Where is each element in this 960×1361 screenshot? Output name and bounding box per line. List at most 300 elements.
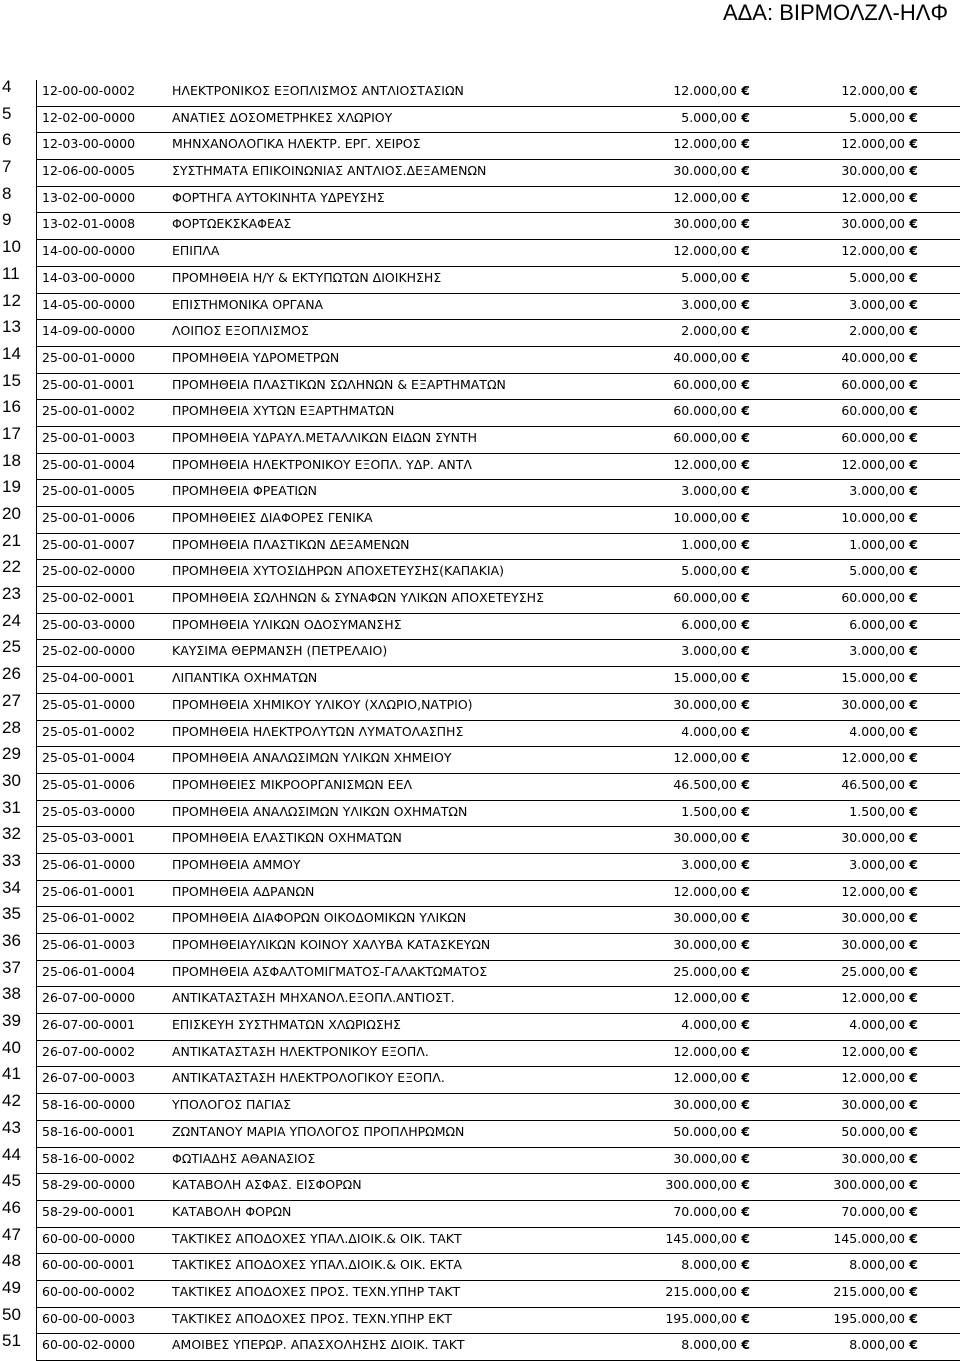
amount-budget: 40.000,00 € bbox=[673, 350, 750, 365]
table-row bbox=[0, 610, 960, 641]
account-description: ΕΠΙΣΚΕΥΗ ΣΥΣΤΗΜΑΤΩΝ ΧΛΩΡΙΩΣΗΣ bbox=[172, 1017, 401, 1033]
row-number: 43 bbox=[2, 1117, 21, 1137]
table-row bbox=[0, 77, 960, 107]
table-row bbox=[0, 450, 960, 481]
table-row bbox=[0, 103, 960, 134]
account-code: 14-09-00-0000 bbox=[42, 323, 136, 339]
amount-budget: 46.500,00 € bbox=[673, 777, 750, 792]
amount-total: 12.000,00 € bbox=[841, 884, 918, 899]
row-number: 49 bbox=[2, 1277, 21, 1297]
amount-budget: 3.000,00 € bbox=[681, 643, 750, 658]
amount-budget: 8.000,00 € bbox=[681, 1257, 750, 1272]
row-number: 17 bbox=[2, 423, 21, 443]
table-row bbox=[0, 1197, 960, 1228]
amount-budget: 60.000,00 € bbox=[673, 377, 750, 392]
table-row bbox=[0, 317, 960, 347]
amount-total: 12.000,00 € bbox=[841, 190, 918, 205]
amount-budget: 12.000,00 € bbox=[673, 884, 750, 899]
row-number: 7 bbox=[2, 157, 12, 177]
row-left-border bbox=[36, 1121, 37, 1148]
account-description: ΠΡΟΜΗΘΕΙΕΣ ΔΙΑΦΟΡΕΣ ΓΕΝΙΚΑ bbox=[172, 510, 373, 525]
amount-total: 3.000,00 € bbox=[849, 857, 918, 872]
table-row bbox=[0, 797, 960, 828]
row-left-border bbox=[36, 961, 37, 988]
account-description: ΠΡΟΜΗΘΕΙΑ ΧΗΜΙΚΟΥ ΥΛΙΚΟΥ (ΧΛΩΡΙΟ,ΝΑΤΡΙΟ) bbox=[172, 696, 473, 712]
row-left-border bbox=[36, 240, 37, 267]
amount-total: 30.000,00 € bbox=[841, 163, 918, 178]
amount-total: 12.000,00 € bbox=[841, 750, 918, 765]
account-code: 25-06-01-0000 bbox=[42, 856, 136, 872]
amount-budget: 5.000,00 € bbox=[681, 270, 750, 285]
amount-total: 300.000,00 € bbox=[833, 1177, 918, 1192]
table-row bbox=[0, 263, 960, 294]
table-row bbox=[0, 824, 960, 854]
amount-total: 30.000,00 € bbox=[841, 1097, 918, 1112]
amount-total: 4.000,00 € bbox=[849, 724, 918, 739]
amount-budget: 12.000,00 € bbox=[673, 83, 750, 98]
row-left-border bbox=[36, 667, 37, 694]
amount-budget: 1.000,00 € bbox=[681, 537, 750, 552]
account-description: ΚΑΤΑΒΟΛΗ ΦΟΡΩΝ bbox=[172, 1203, 292, 1219]
amount-budget: 12.000,00 € bbox=[673, 1070, 750, 1085]
amount-budget: 30.000,00 € bbox=[673, 697, 750, 712]
row-number: 35 bbox=[2, 904, 21, 924]
account-code: 12-00-00-0002 bbox=[42, 83, 136, 98]
amount-total: 1.000,00 € bbox=[849, 537, 918, 552]
account-code: 25-00-03-0000 bbox=[42, 616, 136, 632]
row-left-border bbox=[36, 160, 37, 187]
amount-total: 12.000,00 € bbox=[841, 457, 918, 472]
row-number: 29 bbox=[2, 744, 21, 764]
row-left-border bbox=[36, 1254, 37, 1281]
amount-budget: 215.000,00 € bbox=[665, 1284, 750, 1299]
account-code: 25-05-01-0000 bbox=[42, 696, 136, 712]
amount-budget: 25.000,00 € bbox=[673, 964, 750, 979]
amount-budget: 30.000,00 € bbox=[673, 216, 750, 231]
amount-total: 12.000,00 € bbox=[841, 136, 918, 151]
row-number: 4 bbox=[2, 77, 12, 96]
account-description: ΑΝΤΙΚΑΤΑΣΤΑΣΗ ΗΛΕΚΤΡΟΛΟΓΙΚΟΥ ΕΞΟΠΛ. bbox=[172, 1070, 445, 1086]
row-left-border bbox=[36, 560, 37, 587]
account-code: 12-06-00-0005 bbox=[42, 163, 136, 179]
row-left-border bbox=[36, 427, 37, 454]
account-description: ΠΡΟΜΗΘΕΙΑ ΠΛΑΣΤΙΚΩΝ ΔΕΞΑΜΕΝΩΝ bbox=[172, 536, 410, 552]
row-number: 21 bbox=[2, 530, 21, 550]
row-left-border bbox=[36, 507, 37, 534]
amount-budget: 2.000,00 € bbox=[681, 323, 750, 338]
amount-total: 30.000,00 € bbox=[841, 830, 918, 845]
account-code: 25-00-02-0000 bbox=[42, 563, 136, 579]
amount-total: 4.000,00 € bbox=[849, 1017, 918, 1032]
row-left-border bbox=[36, 213, 37, 240]
account-description: ΜΗΝΧΑΝΟΛΟΓΙΚΑ ΗΛΕΚΤΡ. ΕΡΓ. ΧΕΙΡΟΣ bbox=[172, 136, 421, 152]
row-number: 26 bbox=[2, 664, 21, 684]
amount-budget: 4.000,00 € bbox=[681, 724, 750, 739]
row-number: 16 bbox=[2, 397, 21, 417]
table-row bbox=[0, 1251, 960, 1281]
amount-total: 30.000,00 € bbox=[841, 697, 918, 712]
row-left-border bbox=[36, 454, 37, 481]
row-number: 44 bbox=[2, 1144, 21, 1164]
row-left-border bbox=[36, 614, 37, 641]
table-row bbox=[0, 1091, 960, 1121]
account-description: ΚΑΤΑΒΟΛΗ ΑΣΦΑΣ. ΕΙΣΦΟΡΩΝ bbox=[172, 1177, 362, 1193]
row-left-border bbox=[36, 801, 37, 828]
account-code: 25-00-01-0003 bbox=[42, 429, 136, 445]
amount-total: 8.000,00 € bbox=[849, 1337, 918, 1352]
amount-budget: 10.000,00 € bbox=[673, 510, 750, 525]
table-row bbox=[0, 1224, 960, 1255]
row-number: 22 bbox=[2, 557, 21, 577]
table-row bbox=[0, 1331, 960, 1361]
amount-budget: 70.000,00 € bbox=[673, 1204, 750, 1219]
table-row bbox=[0, 1304, 960, 1335]
account-description: ΣΥΣΤΗΜΑΤΑ ΕΠΙΚΟΙΝΩΝΙΑΣ ΑΝΤΛΙΟΣ.ΔΕΞΑΜΕΝΩΝ bbox=[172, 163, 487, 179]
account-description: ΠΡΟΜΗΘΕΙΑ Η/Υ & ΕΚΤΥΠΩΤΩΝ ΔΙΟΙΚΗΣΗΣ bbox=[172, 269, 442, 285]
account-code: 26-07-00-0002 bbox=[42, 1043, 136, 1059]
amount-total: 30.000,00 € bbox=[841, 910, 918, 925]
row-number: 25 bbox=[2, 637, 21, 657]
row-number: 48 bbox=[2, 1251, 21, 1271]
amount-total: 30.000,00 € bbox=[841, 216, 918, 231]
amount-budget: 30.000,00 € bbox=[673, 937, 750, 952]
table-row bbox=[0, 157, 960, 187]
table-row bbox=[0, 130, 960, 160]
amount-total: 40.000,00 € bbox=[841, 350, 918, 365]
amount-total: 3.000,00 € bbox=[849, 297, 918, 312]
row-number: 13 bbox=[2, 317, 21, 337]
amount-budget: 3.000,00 € bbox=[681, 297, 750, 312]
account-description: ΠΡΟΜΗΘΕΙΑ ΑΔΡΑΝΩΝ bbox=[172, 883, 315, 899]
table-row bbox=[0, 744, 960, 774]
amount-total: 5.000,00 € bbox=[849, 110, 918, 125]
account-description: ΚΑΥΣΙΜΑ ΘΕΡΜΑΝΣΗ (ΠΕΤΡΕΛΑΙΟ) bbox=[172, 643, 388, 659]
row-left-border bbox=[36, 1148, 37, 1175]
row-number: 38 bbox=[2, 984, 21, 1004]
row-left-border bbox=[36, 1201, 37, 1228]
table-row bbox=[0, 290, 960, 321]
amount-total: 12.000,00 € bbox=[841, 1044, 918, 1059]
row-number: 8 bbox=[2, 183, 12, 203]
amount-budget: 12.000,00 € bbox=[673, 190, 750, 205]
account-description: ΠΡΟΜΗΘΕΙΑ ΑΣΦΑΛΤΟΜΙΓΜΑΤΟΣ-ΓΑΛΑΚΤΩΜΑΤΟΣ bbox=[172, 963, 488, 979]
amount-total: 60.000,00 € bbox=[841, 590, 918, 605]
row-number: 24 bbox=[2, 610, 21, 630]
amount-budget: 145.000,00 € bbox=[665, 1231, 750, 1246]
row-left-border bbox=[36, 747, 37, 774]
account-code: 25-05-01-0004 bbox=[42, 750, 136, 766]
account-description: ΠΡΟΜΗΘΕΙΑ ΗΛΕΚΤΡΟΝΙΚΟΥ ΕΞΟΠΛ. ΥΔΡ. ΑΝΤΛ bbox=[172, 456, 472, 472]
table-row bbox=[0, 397, 960, 427]
account-description: ΤΑΚΤΙΚΕΣ ΑΠΟΔΟΧΕΣ ΠΡΟΣ. ΤΕΧΝ.ΥΠΗΡ ΤΑΚΤ bbox=[172, 1283, 461, 1299]
table-row bbox=[0, 557, 960, 587]
table-row bbox=[0, 984, 960, 1014]
table-row bbox=[0, 530, 960, 561]
row-left-border bbox=[36, 1174, 37, 1201]
account-code: 14-05-00-0000 bbox=[42, 296, 136, 312]
amount-total: 60.000,00 € bbox=[841, 377, 918, 392]
row-number: 50 bbox=[2, 1304, 21, 1324]
table-row bbox=[0, 1277, 960, 1308]
table-row bbox=[0, 850, 960, 881]
account-code: 60-00-00-0000 bbox=[42, 1230, 136, 1246]
account-code: 25-00-01-0002 bbox=[42, 403, 136, 419]
amount-budget: 3.000,00 € bbox=[681, 857, 750, 872]
account-code: 60-00-00-0003 bbox=[42, 1310, 136, 1326]
row-left-border bbox=[36, 774, 37, 801]
row-left-border bbox=[36, 1067, 37, 1094]
amount-total: 46.500,00 € bbox=[841, 777, 918, 792]
row-left-border bbox=[36, 267, 37, 294]
account-description: ΠΡΟΜΗΘΕΙΑ ΔΙΑΦΟΡΩΝ ΟΙΚΟΔΟΜΙΚΩΝ ΥΛΙΚΩΝ bbox=[172, 910, 467, 926]
row-number: 33 bbox=[2, 850, 21, 870]
amount-budget: 8.000,00 € bbox=[681, 1337, 750, 1352]
row-left-border bbox=[36, 534, 37, 561]
amount-total: 6.000,00 € bbox=[849, 617, 918, 632]
table-row bbox=[0, 210, 960, 240]
row-left-border bbox=[36, 640, 37, 667]
row-left-border bbox=[36, 881, 37, 908]
table-row bbox=[0, 637, 960, 667]
account-description: ΠΡΟΜΗΘΕΙΑ ΗΛΕΚΤΡΟΛΥΤΩΝ ΛΥΜΑΤΟΛΑΣΠΗΣ bbox=[172, 723, 464, 739]
account-description: ΠΡΟΜΗΘΕΙΑ ΥΛΙΚΩΝ ΟΔΟΣΥΜΑΝΣΗΣ bbox=[172, 616, 402, 632]
row-number: 31 bbox=[2, 797, 21, 817]
row-left-border bbox=[36, 1228, 37, 1255]
amount-total: 70.000,00 € bbox=[841, 1204, 918, 1219]
amount-budget: 3.000,00 € bbox=[681, 483, 750, 498]
table-row bbox=[0, 423, 960, 454]
amount-budget: 30.000,00 € bbox=[673, 1151, 750, 1166]
amount-total: 215.000,00 € bbox=[833, 1284, 918, 1299]
row-left-border bbox=[36, 854, 37, 881]
row-number: 10 bbox=[2, 237, 21, 257]
row-left-border bbox=[36, 107, 37, 134]
row-number: 28 bbox=[2, 717, 21, 737]
table-row bbox=[0, 957, 960, 988]
account-description: ΤΑΚΤΙΚΕΣ ΑΠΟΔΟΧΕΣ ΠΡΟΣ. ΤΕΧΝ.ΥΠΗΡ ΕΚΤ bbox=[172, 1310, 452, 1326]
account-code: 25-00-01-0006 bbox=[42, 510, 136, 525]
table-row bbox=[0, 904, 960, 934]
row-left-border bbox=[36, 133, 37, 160]
account-description: ΠΡΟΜΗΘΕΙΑ ΥΔΡΑΥΛ.ΜΕΤΑΛΛΙΚΩΝ ΕΙΔΩΝ ΣΥΝΤΗ bbox=[172, 429, 478, 445]
account-description: ΖΩΝΤΑΝΟΥ ΜΑΡΙΑ ΥΠΟΛΟΓΟΣ ΠΡΟΠΛΗΡΩΜΩΝ bbox=[172, 1123, 465, 1139]
row-left-border bbox=[36, 1014, 37, 1041]
account-description: ΕΠΙΠΛΑ bbox=[172, 243, 220, 259]
table-row bbox=[0, 877, 960, 908]
account-code: 14-03-00-0000 bbox=[42, 269, 136, 285]
amount-budget: 30.000,00 € bbox=[673, 830, 750, 845]
amount-budget: 6.000,00 € bbox=[681, 617, 750, 632]
table-row bbox=[0, 477, 960, 507]
row-number: 39 bbox=[2, 1011, 21, 1031]
account-description: ΠΡΟΜΗΘΕΙΑ ΕΛΑΣΤΙΚΩΝ ΟΧΗΜΑΤΩΝ bbox=[172, 830, 402, 846]
account-code: 25-00-01-0004 bbox=[42, 456, 136, 472]
row-left-border bbox=[36, 480, 37, 507]
account-description: ΠΡΟΜΗΘΕΙΑ ΑΝΑΛΩΣΙΜΩΝ ΥΛΙΚΩΝ ΟΧΗΜΑΤΩΝ bbox=[172, 803, 468, 819]
account-description: ΑΝΤΙΚΑΤΑΣΤΑΣΗ ΗΛΕΚΤΡΟΝΙΚΟΥ ΕΞΟΠΛ. bbox=[172, 1043, 429, 1059]
amount-budget: 30.000,00 € bbox=[673, 1097, 750, 1112]
amount-total: 10.000,00 € bbox=[841, 510, 918, 525]
row-number: 46 bbox=[2, 1197, 21, 1217]
amount-budget: 60.000,00 € bbox=[673, 403, 750, 418]
account-code: 25-06-01-0004 bbox=[42, 963, 136, 979]
row-left-border bbox=[36, 1094, 37, 1121]
account-description: ΠΡΟΜΗΘΕΙΑ ΑΝΑΛΩΣΙΜΩΝ ΥΛΙΚΩΝ ΧΗΜΕΙΟΥ bbox=[172, 750, 452, 766]
row-left-border bbox=[36, 934, 37, 961]
amount-total: 60.000,00 € bbox=[841, 403, 918, 418]
row-left-border bbox=[36, 294, 37, 321]
amount-budget: 5.000,00 € bbox=[681, 110, 750, 125]
table-row bbox=[0, 504, 960, 534]
account-code: 25-05-01-0006 bbox=[42, 776, 136, 792]
account-description: ΠΡΟΜΗΘΕΙΑ ΠΛΑΣΤΙΚΩΝ ΣΩΛΗΝΩΝ & ΕΞΑΡΤΗΜΑΤΩΝ bbox=[172, 376, 506, 392]
account-code: 58-16-00-0002 bbox=[42, 1150, 136, 1166]
row-number: 47 bbox=[2, 1224, 21, 1244]
table-row bbox=[0, 237, 960, 267]
table-row bbox=[0, 584, 960, 614]
row-left-border bbox=[36, 347, 37, 374]
row-number: 41 bbox=[2, 1064, 21, 1084]
row-number: 36 bbox=[2, 931, 21, 950]
row-left-border bbox=[36, 80, 37, 107]
account-code: 25-00-01-0007 bbox=[42, 536, 136, 552]
ada-header: ΑΔΑ: ΒΙΡΜΟΛΖΛ-ΗΛΦ bbox=[722, 0, 948, 25]
amount-total: 8.000,00 € bbox=[849, 1257, 918, 1272]
row-number: 32 bbox=[2, 824, 21, 844]
account-description: ΠΡΟΜΗΘΕΙΑ ΧΥΤΩΝ ΕΞΑΡΤΗΜΑΤΩΝ bbox=[172, 403, 395, 419]
account-description: ΠΡΟΜΗΘΕΙΑ ΧΥΤΟΣΙΔΗΡΩΝ ΑΠΟΧΕΤΕΥΣΗΣ(ΚΑΠΑΚΙΑ) bbox=[172, 563, 505, 579]
table-row bbox=[0, 664, 960, 694]
row-number: 30 bbox=[2, 770, 21, 790]
table-row bbox=[0, 343, 960, 374]
account-description: ΑΝΤΙΚΑΤΑΣΤΑΣΗ ΜΗΧΑΝΟΛ.ΕΞΟΠΛ.ΑΝΤΙΟΣΤ. bbox=[172, 990, 455, 1006]
account-code: 60-00-00-0002 bbox=[42, 1283, 136, 1299]
account-code: 14-00-00-0000 bbox=[42, 243, 136, 259]
amount-total: 12.000,00 € bbox=[841, 1070, 918, 1085]
row-number: 20 bbox=[2, 504, 21, 523]
account-description: ΑΝΑΤΙΕΣ ΔΟΣΟΜΕΤΡΗΚΕΣ ΧΛΩΡΙΟΥ bbox=[172, 109, 393, 125]
row-left-border bbox=[36, 1041, 37, 1068]
amount-budget: 12.000,00 € bbox=[673, 457, 750, 472]
account-code: 58-16-00-0000 bbox=[42, 1097, 136, 1113]
account-description: ΗΛΕΚΤΡΟΝΙΚΟΣ ΕΞΟΠΛΙΣΜΟΣ ΑΝΤΛΙΟΣΤΑΣΙΩΝ bbox=[172, 83, 464, 98]
amount-total: 50.000,00 € bbox=[841, 1124, 918, 1139]
row-left-border bbox=[36, 907, 37, 934]
row-left-border bbox=[36, 320, 37, 347]
account-code: 25-05-03-0001 bbox=[42, 830, 136, 846]
amount-total: 1.500,00 € bbox=[849, 804, 918, 819]
row-number: 18 bbox=[2, 450, 21, 470]
amount-budget: 12.000,00 € bbox=[673, 750, 750, 765]
amount-total: 3.000,00 € bbox=[849, 483, 918, 498]
account-code: 25-00-01-0005 bbox=[42, 483, 136, 499]
account-description: ΑΜΟΙΒΕΣ ΥΠΕΡΩΡ. ΑΠΑΣΧΟΛΗΣΗΣ ΔΙΟΙΚ. ΤΑΚΤ bbox=[172, 1337, 465, 1353]
amount-budget: 15.000,00 € bbox=[673, 670, 750, 685]
account-description: ΤΑΚΤΙΚΕΣ ΑΠΟΔΟΧΕΣ ΥΠΑΛ.ΔΙΟΙΚ.& ΟΙΚ. ΤΑΚΤ bbox=[172, 1230, 462, 1246]
table-row bbox=[0, 1171, 960, 1201]
amount-budget: 12.000,00 € bbox=[673, 243, 750, 258]
row-number: 12 bbox=[2, 290, 21, 310]
account-code: 25-06-01-0001 bbox=[42, 883, 136, 899]
amount-total: 5.000,00 € bbox=[849, 270, 918, 285]
account-code: 25-06-01-0003 bbox=[42, 937, 136, 952]
row-left-border bbox=[36, 587, 37, 614]
account-code: 25-00-02-0001 bbox=[42, 590, 136, 606]
amount-budget: 5.000,00 € bbox=[681, 563, 750, 578]
row-left-border bbox=[36, 400, 37, 427]
amount-budget: 30.000,00 € bbox=[673, 163, 750, 178]
amount-total: 12.000,00 € bbox=[841, 83, 918, 98]
account-description: ΠΡΟΜΗΘΕΙΑ ΥΔΡΟΜΕΤΡΩΝ bbox=[172, 349, 340, 365]
account-code: 58-29-00-0001 bbox=[42, 1203, 136, 1219]
row-left-border bbox=[36, 1334, 37, 1361]
table-row bbox=[0, 1064, 960, 1094]
row-left-border bbox=[36, 1281, 37, 1308]
account-code: 25-04-00-0001 bbox=[42, 670, 136, 686]
row-left-border bbox=[36, 187, 37, 214]
row-left-border bbox=[36, 721, 37, 748]
amount-budget: 195.000,00 € bbox=[665, 1311, 750, 1326]
account-description: ΠΡΟΜΗΘΕΙΕΣ ΜΙΚΡΟΟΡΓΑΝΙΣΜΩΝ ΕΕΛ bbox=[172, 776, 413, 792]
account-code: 25-02-00-0000 bbox=[42, 643, 136, 659]
account-code: 12-02-00-0000 bbox=[42, 109, 136, 125]
amount-budget: 60.000,00 € bbox=[673, 430, 750, 445]
account-description: ΛΟΙΠΟΣ ΕΞΟΠΛΙΣΜΟΣ bbox=[172, 323, 309, 339]
row-number: 11 bbox=[2, 263, 20, 283]
account-code: 25-05-01-0002 bbox=[42, 723, 136, 739]
account-description: ΛΙΠΑΝΤΙΚΑ ΟΧΗΜΑΤΩΝ bbox=[172, 670, 318, 686]
amount-total: 30.000,00 € bbox=[841, 1151, 918, 1166]
table-row bbox=[0, 1144, 960, 1175]
amount-total: 30.000,00 € bbox=[841, 937, 918, 952]
budget-table bbox=[0, 77, 960, 1361]
account-code: 12-03-00-0000 bbox=[42, 136, 136, 152]
table-row bbox=[0, 690, 960, 721]
row-left-border bbox=[36, 694, 37, 721]
account-description: ΤΑΚΤΙΚΕΣ ΑΠΟΔΟΧΕΣ ΥΠΑΛ.ΔΙΟΙΚ.& ΟΙΚ. ΕΚΤΑ bbox=[172, 1257, 462, 1273]
account-code: 60-00-02-0000 bbox=[42, 1337, 136, 1353]
account-description: ΦΟΡΤΗΓΑ ΑΥΤΟΚΙΝΗΤΑ ΥΔΡΕΥΣΗΣ bbox=[172, 189, 385, 205]
row-number: 14 bbox=[2, 343, 21, 363]
table-row bbox=[0, 183, 960, 214]
row-number: 9 bbox=[2, 210, 12, 230]
amount-budget: 50.000,00 € bbox=[673, 1124, 750, 1139]
row-left-border bbox=[36, 827, 37, 854]
table-row bbox=[0, 1037, 960, 1068]
row-number: 6 bbox=[2, 130, 12, 150]
row-number: 15 bbox=[2, 370, 21, 390]
row-number: 19 bbox=[2, 477, 21, 497]
account-code: 58-16-00-0001 bbox=[42, 1123, 136, 1139]
amount-total: 5.000,00 € bbox=[849, 563, 918, 578]
amount-budget: 4.000,00 € bbox=[681, 1017, 750, 1032]
table-row bbox=[0, 1117, 960, 1148]
amount-total: 2.000,00 € bbox=[849, 323, 918, 338]
row-number: 51 bbox=[2, 1331, 21, 1351]
account-code: 26-07-00-0003 bbox=[42, 1070, 136, 1086]
amount-budget: 12.000,00 € bbox=[673, 990, 750, 1005]
row-number: 37 bbox=[2, 957, 21, 977]
account-code: 26-07-00-0001 bbox=[42, 1017, 136, 1033]
account-description: ΦΟΡΤΩΕΚΣΚΑΦΕΑΣ bbox=[172, 216, 292, 232]
table-row bbox=[0, 1011, 960, 1041]
amount-total: 12.000,00 € bbox=[841, 243, 918, 258]
row-number: 5 bbox=[2, 103, 12, 123]
account-code: 60-00-00-0001 bbox=[42, 1257, 136, 1273]
amount-total: 3.000,00 € bbox=[849, 643, 918, 658]
amount-budget: 1.500,00 € bbox=[681, 804, 750, 819]
account-description: ΠΡΟΜΗΘΕΙΑΥΛΙΚΩΝ ΚΟΙΝΟΥ ΧΑΛΥΒΑ ΚΑΤΑΣΚΕΥΩΝ bbox=[172, 937, 491, 952]
